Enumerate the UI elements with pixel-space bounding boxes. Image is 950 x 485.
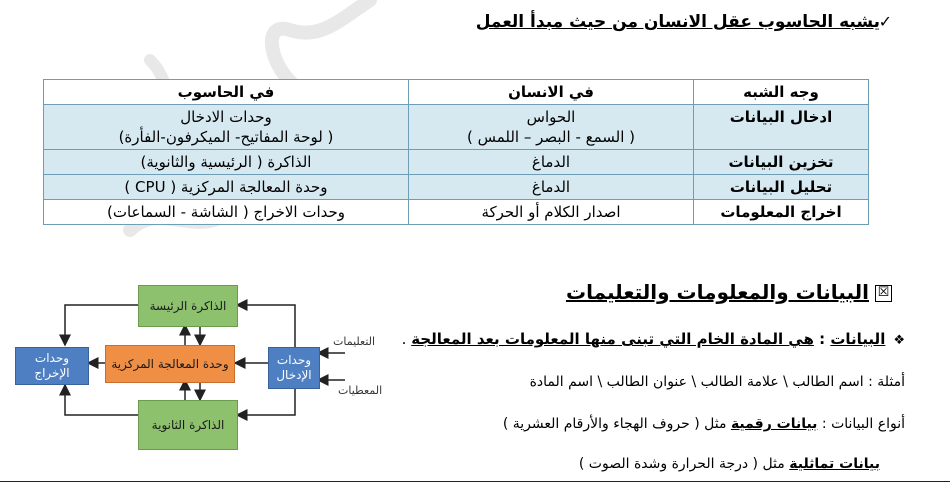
definition-line bbox=[402, 330, 905, 348]
definition-text: هي المادة الخام التي تبنى منها المعلومات بعد المعالجة bbox=[411, 330, 814, 348]
check-icon: ✓ bbox=[878, 12, 892, 31]
table-cell-computer: الذاكرة ( الرئيسية والثانوية) bbox=[44, 150, 409, 175]
table-header-cell: في الحاسوب bbox=[44, 80, 409, 105]
table-cell-computer: وحدة المعالجة المركزية ( CPU ) bbox=[44, 175, 409, 200]
types-prefix: أنواع البيانات : bbox=[817, 416, 905, 432]
digital-text: مثل ( حروف الهجاء والأرقام العشرية ) bbox=[502, 416, 731, 432]
analog-text: مثل ( درجة الحرارة وشدة الصوت ) bbox=[578, 456, 790, 472]
analog-term: بيانات تماثلية bbox=[789, 456, 880, 472]
instructions-label: التعليمات bbox=[333, 335, 376, 348]
table-cell-aspect: تخزين البيانات bbox=[694, 150, 869, 175]
table-cell-aspect: ادخال البيانات bbox=[694, 105, 869, 150]
checkbox-x-icon: ☒ bbox=[875, 285, 892, 302]
definition-end: . bbox=[401, 330, 412, 348]
table-header-row bbox=[44, 80, 869, 105]
cpu-box: وحدة المعالجة المركزية bbox=[105, 345, 235, 383]
page-heading: يشبه الحاسوب عقل الانسان من حيث مبدأ العمل bbox=[475, 12, 880, 32]
analog-line bbox=[579, 456, 880, 472]
table-row bbox=[44, 200, 869, 225]
table-cell-human: اصدار الكلام أو الحركة bbox=[409, 200, 694, 225]
types-line bbox=[503, 416, 905, 432]
table-cell-human: الدماغ bbox=[409, 150, 694, 175]
diamond-bullet-icon: ❖ bbox=[893, 333, 905, 348]
table-row bbox=[44, 105, 869, 150]
data-label: المعطيات bbox=[338, 384, 383, 397]
table-header-cell: وجه الشبه bbox=[694, 80, 869, 105]
definition-separator: : bbox=[813, 330, 831, 348]
secondary-memory-box: الذاكرة الثانوية bbox=[138, 400, 238, 450]
section-title bbox=[566, 280, 892, 304]
table-cell-human: الدماغ bbox=[409, 175, 694, 200]
table-cell-aspect: تحليل البيانات bbox=[694, 175, 869, 200]
table-cell-human: الحواس ( السمع - البصر – اللمس ) bbox=[409, 105, 694, 150]
main-memory-box: الذاكرة الرئيسة bbox=[138, 285, 238, 327]
output-units-box: وحدات الإخراج bbox=[15, 347, 89, 385]
comparison-table bbox=[43, 79, 869, 225]
table-row bbox=[44, 150, 869, 175]
input-units-box: وحدات الإدخال bbox=[268, 347, 320, 389]
table-cell-computer: وحدات الادخال ( لوحة المفاتيح- الميكرفون-الفأرة) bbox=[44, 105, 409, 150]
table-cell-computer: وحدات الاخراج ( الشاشة - السماعات) bbox=[44, 200, 409, 225]
computer-block-diagram bbox=[10, 285, 390, 465]
definition-term: البيانات bbox=[830, 330, 886, 348]
table-row bbox=[44, 175, 869, 200]
bottom-divider bbox=[0, 481, 950, 482]
examples-line: أمثلة : اسم الطالب \ علامة الطالب \ عنوان الطالب \ اسم المادة bbox=[529, 374, 905, 390]
digital-term: بيانات رقمية bbox=[730, 416, 818, 432]
table-cell-aspect: اخراج المعلومات bbox=[694, 200, 869, 225]
table-header-cell: في الانسان bbox=[409, 80, 694, 105]
section-title-text: البيانات والمعلومات والتعليمات bbox=[565, 280, 869, 304]
